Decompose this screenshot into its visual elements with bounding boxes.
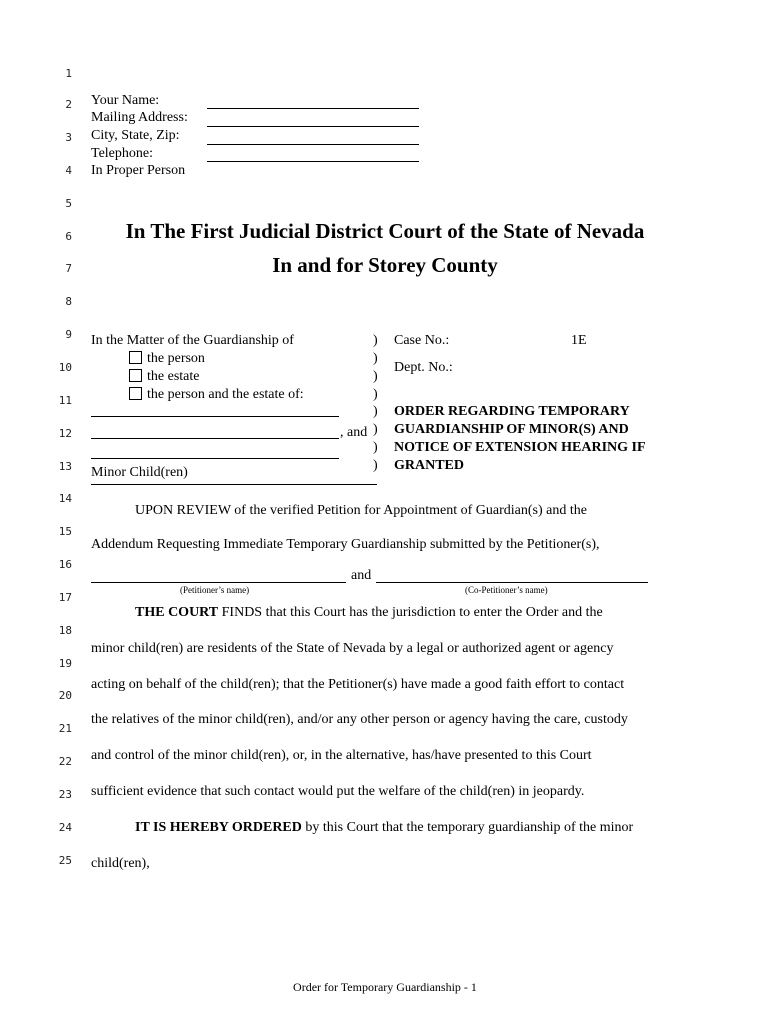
caption-paren: ) xyxy=(373,369,378,384)
order-title-line: NOTICE OF EXTENSION HEARING IF xyxy=(394,440,646,455)
minor-name-field-3[interactable] xyxy=(91,458,339,459)
line-number: 13 xyxy=(58,460,72,473)
line-number: 18 xyxy=(58,624,72,637)
caption-paren: ) xyxy=(373,458,378,473)
petitioner-name-field[interactable] xyxy=(91,582,346,583)
line-number: 4 xyxy=(65,164,72,177)
and-word: and xyxy=(351,568,372,583)
line-number: 5 xyxy=(65,197,72,210)
estate-option-label: the estate xyxy=(147,369,200,384)
ordered-line xyxy=(135,820,633,836)
line-number: 23 xyxy=(58,788,72,801)
mailing-address-label: Mailing Address: xyxy=(91,110,188,125)
caption-paren: ) xyxy=(373,333,378,348)
body-line: sufficient evidence that such contact would put the welfare of the child(ren) in jeopardy. xyxy=(91,784,585,799)
ordered-rest: by this Court that the temporary guardianship of the minor xyxy=(301,820,634,835)
body-line: Addendum Requesting Immediate Temporary Guardianship submitted by the Petitioner(s), xyxy=(91,537,600,552)
court-finds-bold: THE COURT xyxy=(135,605,219,620)
line-number: 12 xyxy=(58,427,72,440)
line-number: 24 xyxy=(58,821,72,834)
order-title-line: ORDER REGARDING TEMPORARY xyxy=(394,404,630,419)
body-line: the relatives of the minor child(ren), and/or any other person or agency having the care, custody xyxy=(91,712,628,727)
caption-paren: ) xyxy=(373,422,378,437)
line-number: 22 xyxy=(58,755,72,768)
line-number: 6 xyxy=(65,230,72,243)
your-name-field[interactable] xyxy=(207,108,419,109)
caption-paren: ) xyxy=(373,440,378,455)
body-line: minor child(ren) are residents of the State of Nevada by a legal or authorized agent or agency xyxy=(91,641,614,656)
line-number: 11 xyxy=(58,394,72,407)
line-number: 25 xyxy=(58,854,72,867)
line-number: 21 xyxy=(58,722,72,735)
body-line: UPON REVIEW of the verified Petition for Appointment of Guardian(s) and the xyxy=(135,503,587,518)
telephone-label: Telephone: xyxy=(91,146,153,161)
co-petitioner-name-caption: (Co-Petitioner’s name) xyxy=(465,585,548,595)
and-label: , and xyxy=(340,425,368,440)
line-number: 20 xyxy=(58,689,72,702)
person-option-label: the person xyxy=(147,351,205,366)
line-number: 3 xyxy=(65,131,72,144)
body-line: child(ren), xyxy=(91,856,150,871)
petitioner-name-caption: (Petitioner’s name) xyxy=(180,585,250,595)
line-number: 14 xyxy=(58,492,72,505)
line-number: 2 xyxy=(65,98,72,111)
telephone-field[interactable] xyxy=(207,161,419,162)
person-and-estate-checkbox[interactable] xyxy=(129,387,142,400)
line-number: 7 xyxy=(65,262,72,275)
co-petitioner-name-field[interactable] xyxy=(376,582,648,583)
dept-number-label: Dept. No.: xyxy=(394,360,453,375)
line-number: 16 xyxy=(58,558,72,571)
caption-paren: ) xyxy=(373,351,378,366)
order-title-line: GUARDIANSHIP OF MINOR(S) AND xyxy=(394,422,629,437)
line-number: 10 xyxy=(58,361,72,374)
body-line: acting on behalf of the child(ren); that the Petitioner(s) have made a good faith effort to contact xyxy=(91,677,625,692)
minor-name-field-1[interactable] xyxy=(91,416,339,417)
proper-person-label: In Proper Person xyxy=(91,163,186,178)
ordered-bold: IT IS HEREBY ORDERED xyxy=(135,820,302,835)
city-state-zip-field[interactable] xyxy=(207,144,419,145)
matter-label: In the Matter of the Guardianship of xyxy=(91,333,294,348)
your-name-label: Your Name: xyxy=(91,93,160,108)
line-number: 8 xyxy=(65,295,72,308)
person-and-estate-option-label: the person and the estate of: xyxy=(147,387,304,402)
court-finds-line xyxy=(135,605,603,621)
body-line: and control of the minor child(ren), or, in the alternative, has/have presented to this Court xyxy=(91,748,592,763)
caption-paren: ) xyxy=(373,404,378,419)
caption-paren: ) xyxy=(373,387,378,402)
line-number: 15 xyxy=(58,525,72,538)
person-checkbox[interactable] xyxy=(129,351,142,364)
line-number: 9 xyxy=(65,328,72,341)
line-number: 19 xyxy=(58,657,72,670)
case-number-label: Case No.: xyxy=(394,333,450,348)
minor-name-field-2[interactable] xyxy=(91,438,339,439)
court-title-line2: In and for Storey County xyxy=(272,253,498,277)
estate-checkbox[interactable] xyxy=(129,369,142,382)
case-number-value: 1E xyxy=(571,333,587,348)
court-title-line1: In The First Judicial District Court of the State of Nevada xyxy=(125,219,645,243)
page-footer: Order for Temporary Guardianship - 1 xyxy=(293,980,477,994)
court-finds-rest: FINDS that this Court has the jurisdiction to enter the Order and the xyxy=(218,605,603,620)
line-number: 17 xyxy=(58,591,72,604)
line-number: 1 xyxy=(65,67,72,80)
order-title-line: GRANTED xyxy=(394,458,465,473)
minor-children-label: Minor Child(ren) xyxy=(91,465,188,480)
city-state-zip-label: City, State, Zip: xyxy=(91,128,180,143)
caption-bottom-rule xyxy=(91,484,377,485)
mailing-address-field[interactable] xyxy=(207,126,419,127)
